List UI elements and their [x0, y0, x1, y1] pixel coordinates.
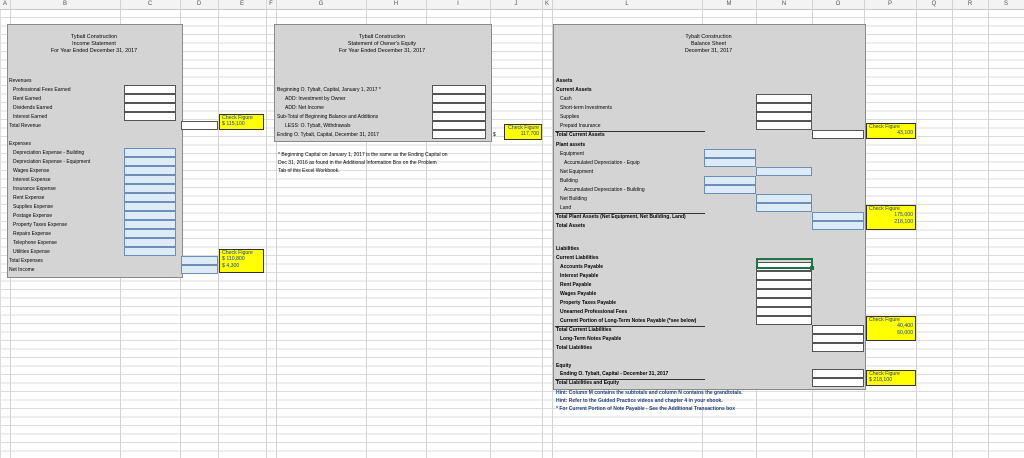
total-current-assets-label: Total Current Assets — [556, 132, 605, 138]
total-plant-input-cell[interactable] — [812, 212, 864, 221]
liability-item: Accounts Payable — [560, 264, 604, 270]
check-value: $ 218,100 — [869, 377, 893, 384]
expense-item: Utilities Expense — [13, 249, 50, 255]
total-current-liabilities-input-cell[interactable] — [812, 325, 864, 334]
asset-input-cell[interactable] — [756, 103, 812, 112]
balance-title-period: December 31, 2017 — [684, 48, 733, 54]
total-liabilities-input-cell[interactable] — [812, 343, 864, 352]
grid-line — [988, 0, 989, 458]
hint-text: Hint: Refer to the Guided Practice videos and chapter 4 in your ebook. — [556, 398, 723, 404]
total-liabilities-equity-label: Total Liabilities and Equity — [556, 380, 619, 386]
asset-input-cell[interactable] — [756, 112, 812, 121]
revenue-input-cell[interactable] — [124, 94, 176, 103]
plant-input-cell[interactable] — [756, 203, 812, 212]
check-label: Check Figure — [222, 250, 253, 256]
grid-line — [218, 0, 219, 458]
expense-item: Depreciation Expense - Equipment — [13, 159, 91, 165]
check-value: $ 115,100 — [222, 121, 245, 128]
income-title-statement: Income Statement — [72, 41, 116, 47]
expense-input-cell[interactable] — [124, 175, 176, 184]
col-header[interactable]: I — [457, 1, 459, 7]
col-header[interactable]: G — [318, 1, 324, 7]
active-cell-selection[interactable] — [756, 258, 813, 269]
liability-input-cell[interactable] — [756, 289, 812, 298]
expense-input-cell[interactable] — [124, 247, 176, 256]
col-header[interactable]: K — [544, 1, 549, 7]
expense-item: Property Taxes Expense — [13, 222, 68, 228]
net-income-input-cell[interactable] — [181, 265, 218, 274]
revenue-check-figure — [219, 114, 264, 130]
expense-item: Supplies Expense — [13, 204, 54, 210]
expense-item: Rent Expense — [13, 195, 45, 201]
col-header[interactable]: A — [2, 1, 7, 7]
hint-text: * For Current Portion of Note Payable - See the Additional Transactions box — [556, 406, 736, 412]
equity-check-figure — [504, 124, 542, 140]
equity-input-cell[interactable] — [432, 85, 486, 94]
check-label: Check Figure — [869, 317, 900, 323]
col-header[interactable]: R — [967, 1, 973, 7]
liability-item: Unearned Professional Fees — [560, 309, 628, 315]
grid-line — [916, 0, 917, 458]
col-header[interactable]: F — [269, 1, 273, 7]
total-plant-assets-label: Total Plant Assets (Net Equipment, Net Building, Land) — [556, 214, 686, 220]
equity-line: Ending O. Tybalt, Capital, December 31, 2017 — [277, 132, 379, 138]
check-value: 218,100 — [894, 218, 913, 225]
income-title-company: Tybalt Construction — [70, 34, 118, 40]
col-header[interactable]: D — [196, 1, 202, 7]
income-title-period: For Year Ended December 31, 2017 — [50, 48, 138, 54]
check-value: 60,000 — [897, 329, 913, 336]
expense-check-figure — [219, 249, 264, 273]
revenue-item: Interest Earned — [13, 114, 48, 120]
expense-input-cell[interactable] — [124, 193, 176, 202]
plant-input-cell[interactable] — [756, 167, 812, 176]
expense-input-cell[interactable] — [124, 157, 176, 166]
liabilities-label: Liabilities — [556, 246, 580, 252]
total-le-check-figure — [866, 370, 916, 386]
total-liabilities-label: Total Liabilities — [556, 345, 593, 351]
equity-line: ADD: Investment by Owner — [285, 96, 346, 102]
expense-input-cell[interactable] — [124, 211, 176, 220]
expense-input-cell[interactable] — [124, 202, 176, 211]
current-asset-item: Prepaid Insurance — [560, 123, 601, 129]
plant-item: Net Equipment — [560, 169, 594, 175]
revenue-input-cell[interactable] — [124, 112, 176, 121]
net-income-check-value: $ 4,300 — [222, 262, 240, 269]
total-expenses-input-cell[interactable] — [181, 256, 218, 265]
equity-line: Beginning O. Tybalt, Capital, January 1, 2017 * — [277, 87, 381, 93]
expense-input-cell[interactable] — [124, 229, 176, 238]
plant-assets-check-figure — [866, 205, 916, 230]
asset-input-cell[interactable] — [756, 94, 812, 103]
expense-item: Wages Expense — [13, 168, 50, 174]
expense-item: Depreciation Expense - Building — [13, 150, 85, 156]
equity-input-cell[interactable] — [432, 112, 486, 121]
col-header[interactable]: C — [147, 1, 153, 7]
col-header[interactable]: H — [393, 1, 399, 7]
check-label: Check Figure — [869, 124, 900, 130]
equity-footnote: Dec 31, 2016 as found in the Additional Information Box on the Problem — [278, 160, 437, 166]
expense-input-cell[interactable] — [124, 238, 176, 247]
equity-title-company: Tybalt Construction — [358, 34, 406, 40]
rule-line — [555, 326, 705, 327]
liability-input-cell[interactable] — [756, 316, 812, 325]
plant-item: Equipment — [560, 151, 584, 157]
liability-item: Property Taxes Payable — [560, 300, 617, 306]
rule-line — [555, 379, 705, 380]
ending-capital-label: Ending O. Tybalt, Capital - December 31, 2017 — [560, 371, 669, 377]
check-value: 43,100 — [897, 130, 913, 137]
revenue-item: Dividends Earned — [13, 105, 53, 111]
rule-line — [555, 213, 705, 214]
revenues-label: Revenues — [9, 78, 32, 84]
equity-footnote: * Beginning Capital on January 1, 2017 is the same as the Ending Capital on — [278, 152, 448, 158]
total-le-input-cell[interactable] — [812, 378, 864, 387]
plant-item: Land — [560, 205, 572, 211]
total-assets-input-cell[interactable] — [812, 221, 864, 230]
asset-input-cell[interactable] — [756, 121, 812, 130]
current-asset-item: Supplies — [560, 114, 580, 120]
rule-line — [555, 131, 705, 132]
current-liabilities-label: Current Liabilities — [556, 255, 599, 261]
current-assets-label: Current Assets — [556, 87, 592, 93]
check-label: Check Figure — [869, 371, 900, 377]
net-income-label: Net Income — [9, 267, 35, 273]
check-label: Check Figure — [869, 206, 900, 212]
equity-title-period: For Year Ended December 31, 2017 — [338, 48, 426, 54]
expense-item: Repairs Expense — [13, 231, 52, 237]
check-value: 40,400 — [897, 323, 913, 330]
current-assets-check-figure — [866, 123, 916, 139]
liabilities-check-figure — [866, 316, 916, 341]
check-value: 117,700 — [520, 131, 539, 138]
equity-input-cell[interactable] — [432, 130, 486, 139]
column-header-bar — [0, 0, 1024, 10]
check-label: Check Figure — [222, 115, 253, 121]
equity-input-cell[interactable] — [432, 121, 486, 130]
expense-input-cell[interactable] — [124, 166, 176, 175]
revenue-item: Rent Earned — [13, 96, 42, 102]
long-term-notes-input-cell[interactable] — [812, 334, 864, 343]
check-value: 175,000 — [894, 212, 913, 219]
grid-line — [266, 0, 267, 458]
grid-line — [542, 0, 543, 458]
check-label: Check Figure — [508, 125, 539, 131]
total-current-assets-input-cell[interactable] — [812, 130, 864, 139]
equity-section-label: Equity — [556, 363, 572, 369]
balance-title-company: Tybalt Construction — [685, 34, 732, 40]
total-revenue-label: Total Revenue — [9, 123, 41, 129]
hint-text: Hint: Column M contains the subtotals and column N contains the grandtotals. — [556, 390, 743, 396]
plant-input-cell[interactable] — [704, 149, 756, 158]
equity-title-statement: Statement of Owner's Equity — [347, 41, 417, 47]
expense-input-cell[interactable] — [124, 184, 176, 193]
plant-input-cell[interactable] — [704, 176, 756, 185]
balance-title-statement: Balance Sheet — [690, 41, 727, 47]
col-header[interactable]: P — [887, 1, 892, 7]
liability-input-cell[interactable] — [756, 280, 812, 289]
expense-input-cell[interactable] — [124, 148, 176, 157]
col-header[interactable]: Q — [931, 1, 937, 7]
total-expenses-label: Total Expenses — [9, 258, 43, 264]
plant-input-cell[interactable] — [756, 194, 812, 203]
col-header[interactable]: N — [781, 1, 787, 7]
liability-input-cell[interactable] — [756, 307, 812, 316]
liability-item: Rent Payable — [560, 282, 592, 288]
plant-item: Building — [560, 178, 578, 184]
plant-input-cell[interactable] — [704, 158, 756, 167]
equity-line: Sub-Total of Beginning Balance and Additions — [277, 114, 379, 120]
check-value: $ 110,800 — [222, 256, 245, 263]
total-revenue-input-cell[interactable] — [181, 121, 218, 130]
equity-line: LESS: O. Tybalt, Withdrawals — [285, 123, 351, 129]
equity-input-cell[interactable] — [432, 94, 486, 103]
expenses-label: Expenses — [9, 141, 31, 147]
equity-input-cell[interactable] — [432, 103, 486, 112]
plant-input-cell[interactable] — [704, 185, 756, 194]
liability-item: Wages Payable — [560, 291, 597, 297]
current-asset-item: Short-term Investments — [560, 105, 612, 111]
liability-item: Current Portion of Long-Term Notes Payable (*see below) — [560, 318, 697, 324]
liability-input-cell[interactable] — [756, 271, 812, 280]
assets-label: Assets — [556, 78, 573, 84]
col-header[interactable]: J — [514, 1, 518, 7]
revenue-input-cell[interactable] — [124, 85, 176, 94]
total-current-liabilities-label: Total Current Liabilities — [556, 327, 612, 333]
equity-line: ADD: Net Income — [285, 105, 324, 111]
plant-item: Accumulated Depreciation - Equip — [564, 160, 640, 166]
grid-line — [952, 0, 953, 458]
liability-input-cell[interactable] — [756, 298, 812, 307]
expense-item: Telephone Expense — [13, 240, 57, 246]
expense-input-cell[interactable] — [124, 220, 176, 229]
revenue-input-cell[interactable] — [124, 103, 176, 112]
expense-item: Interest Expense — [13, 177, 51, 183]
long-term-notes-label: Long-Term Notes Payable — [560, 336, 622, 342]
equity-footnote: Tab of this Excel Workbook. — [278, 168, 340, 174]
col-header[interactable]: E — [239, 1, 244, 7]
total-assets-label: Total Assets — [556, 223, 586, 229]
plant-item: Net Building — [560, 196, 587, 202]
liability-item: Interest Payable — [560, 273, 599, 279]
col-header[interactable]: M — [726, 1, 732, 7]
col-header[interactable]: L — [625, 1, 629, 7]
col-header[interactable]: S — [1003, 1, 1008, 7]
revenue-item: Professional Fees Earned — [13, 87, 71, 93]
expense-item: Insurance Expense — [13, 186, 56, 192]
current-asset-item: Cash — [560, 96, 572, 102]
expense-item: Postage Expense — [13, 213, 53, 219]
equity-dollar-sign: $ — [493, 132, 496, 138]
ending-capital-input-cell[interactable] — [812, 369, 864, 378]
plant-assets-label: Plant assets — [556, 142, 586, 148]
col-header[interactable]: B — [62, 1, 67, 7]
plant-item: Accumulated Depreciation - Building — [564, 187, 645, 193]
col-header[interactable]: O — [835, 1, 841, 7]
